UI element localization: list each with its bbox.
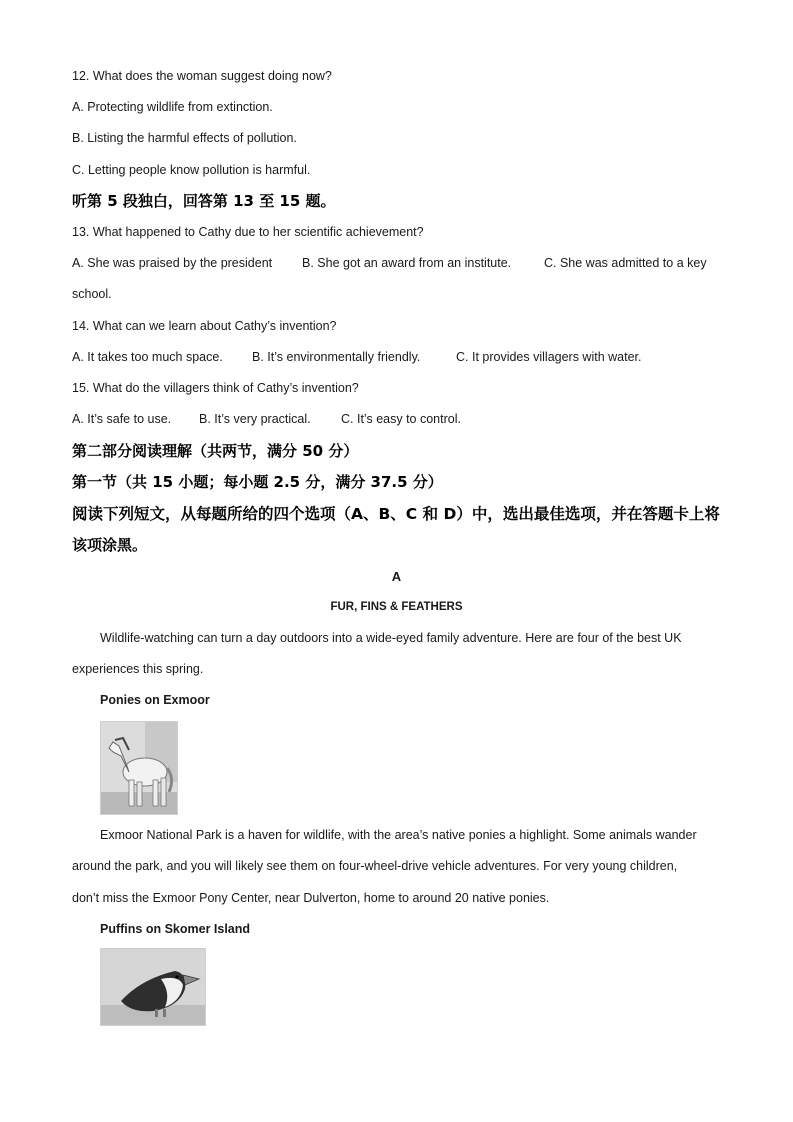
q15-option-c: C. It’s easy to control.	[341, 412, 461, 426]
question-15: 15. What do the villagers think of Cathy’s invention?	[72, 381, 359, 395]
puffin-photo	[100, 948, 206, 1026]
ponies-line-3: don’t miss the Exmoor Pony Center, near Dulverton, home to around 20 native ponies.	[72, 891, 550, 905]
reading-instruction-line-2: 该项涂黑。	[72, 536, 148, 554]
ponies-line-2: around the park, and you will likely see them on four-wheel-drive vehicle adventures. For very young children,	[72, 859, 678, 873]
q13-option-b: B. She got an award from an institute.	[302, 256, 512, 270]
reading-instruction-line-1: 阅读下列短文，从每题所给的四个选项（A、B、C 和 D）中，选出最佳选项，并在答题卡上将	[72, 505, 720, 523]
q13-option-c: C. She was admitted to a key	[544, 256, 707, 270]
intro-line-1: Wildlife-watching can turn a day outdoors into a wide-eyed family adventure. Here are four of the best UK	[100, 631, 682, 645]
q12-option-b: B. Listing the harmful effects of pollution.	[72, 131, 297, 145]
puffins-heading: Puffins on Skomer Island	[100, 922, 251, 936]
q12-option-a: A. Protecting wildlife from extinction.	[72, 100, 273, 114]
section-one-heading: 第一节（共 15 小题；每小题 2.5 分，满分 37.5 分）	[72, 473, 443, 491]
ponies-line-1: Exmoor National Park is a haven for wildlife, with the area’s native ponies a highlight. Some animals wander	[100, 828, 697, 842]
q13-option-a: A. She was praised by the president	[72, 256, 273, 270]
question-13: 13. What happened to Cathy due to her scientific achievement?	[72, 225, 424, 239]
pony-photo	[100, 721, 178, 815]
part5-instruction: 听第 5 段独白，回答第 13 至 15 题。	[72, 192, 336, 210]
intro-line-2: experiences this spring.	[72, 662, 204, 676]
q13-option-c-continued: school.	[72, 287, 112, 301]
passage-title: FUR, FINS & FEATHERS	[330, 601, 463, 613]
q14-option-a: A. It takes too much space.	[72, 350, 223, 364]
ponies-heading: Ponies on Exmoor	[100, 693, 210, 707]
q14-option-c: C. It provides villagers with water.	[456, 350, 642, 364]
q15-option-b: B. It’s very practical.	[199, 412, 311, 426]
q12-option-c: C. Letting people know pollution is harmful.	[72, 163, 311, 177]
question-12: 12. What does the woman suggest doing now?	[72, 69, 332, 83]
q14-option-b: B. It’s environmentally friendly.	[252, 350, 421, 364]
passage-letter: A	[391, 569, 402, 584]
part-two-heading: 第二部分阅读理解（共两节，满分 50 分）	[72, 442, 359, 460]
q15-option-a: A. It’s safe to use.	[72, 412, 172, 426]
question-14: 14. What can we learn about Cathy’s invention?	[72, 319, 337, 333]
